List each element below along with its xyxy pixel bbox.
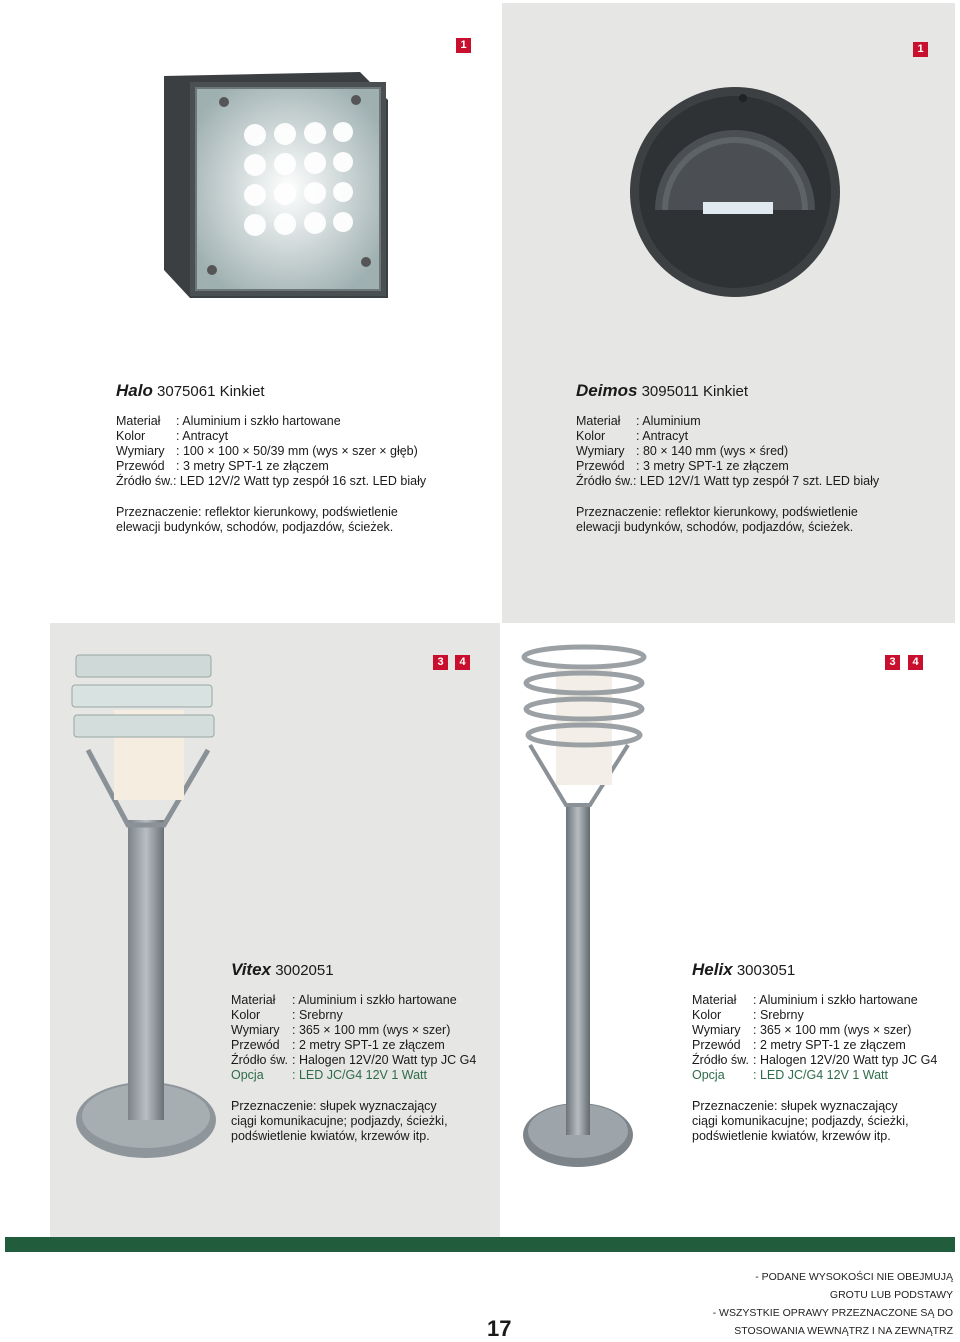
spec-label: Materiał	[116, 414, 161, 428]
spec-label: Materiał	[231, 993, 276, 1007]
vitex-name: Vitex	[231, 960, 272, 979]
spec-label: Źródło św.	[231, 1053, 288, 1067]
purpose-line: elewacji budynków, schodów, podjazdów, ścieżek.	[116, 520, 394, 534]
spec-value: : Srebrny	[753, 1008, 804, 1022]
deimos-specs	[576, 414, 879, 489]
spec-label: Źródło św.	[692, 1053, 749, 1067]
deimos-name: Deimos	[576, 381, 638, 400]
spec-row	[231, 1038, 476, 1053]
spec-value: : Halogen 12V/20 Watt typ JC G4	[753, 1053, 938, 1067]
spec-row	[231, 993, 476, 1008]
spec-row	[692, 1053, 937, 1068]
deimos-purpose	[576, 505, 858, 535]
halo-name: Halo	[116, 381, 153, 400]
spec-label: Wymiary	[231, 1023, 280, 1037]
note-line: - PODANE WYSOKOŚCI NIE OBEJMUJĄ	[755, 1271, 953, 1283]
spec-row	[116, 429, 426, 444]
spec-row	[692, 993, 937, 1008]
spec-row	[576, 444, 879, 459]
spec-label: Materiał	[576, 414, 621, 428]
spec-label: Źródło św.	[576, 474, 633, 488]
purpose-line: ciągi komunikacujne; podjazdy, ścieżki,	[692, 1114, 909, 1128]
vitex-title	[231, 961, 334, 980]
spec-label: Przewód	[231, 1038, 280, 1052]
spec-label: Wymiary	[576, 444, 625, 458]
spec-row	[692, 1038, 937, 1053]
spec-value: : 80 × 140 mm (wys × śred)	[636, 444, 789, 458]
note-line: - WSZYSTKIE OPRAWY PRZEZNACZONE SĄ DO	[712, 1307, 953, 1319]
spec-value: : Aluminium i szkło hartowane	[753, 993, 918, 1007]
spec-value: : Antracyt	[636, 429, 689, 443]
spec-value: : Aluminium	[636, 414, 701, 428]
spec-label: Kolor	[231, 1008, 261, 1022]
spec-label: Materiał	[692, 993, 737, 1007]
spec-value: : Halogen 12V/20 Watt typ JC G4	[292, 1053, 477, 1067]
spec-value: : Antracyt	[176, 429, 229, 443]
vitex-code: 3002051	[275, 962, 334, 979]
spec-row	[116, 414, 426, 429]
purpose-line: elewacji budynków, schodów, podjazdów, ścieżek.	[576, 520, 854, 534]
purpose-line: Przeznaczenie: reflektor kierunkowy, podświetlenie	[576, 505, 858, 519]
spec-row	[231, 1053, 476, 1068]
spec-value: : 2 metry SPT-1 ze złączem	[753, 1038, 906, 1052]
spec-label: Kolor	[576, 429, 606, 443]
spec-label: Wymiary	[692, 1023, 741, 1037]
vitex-purpose	[231, 1099, 448, 1144]
halo-specs	[116, 414, 426, 489]
spec-row-option	[692, 1068, 937, 1083]
spec-row	[116, 474, 426, 489]
badge-deimos-1: 1	[913, 42, 928, 57]
badge-vitex-3: 3	[433, 655, 448, 670]
spec-label: Przewód	[692, 1038, 741, 1052]
helix-specs	[692, 993, 937, 1083]
halo-purpose	[116, 505, 398, 535]
deimos-title	[576, 382, 748, 401]
badge-halo-1: 1	[456, 38, 471, 53]
spec-label: Przewód	[116, 459, 165, 473]
spec-value: : 100 × 100 × 50/39 mm (wys × szer × głęb)	[176, 444, 418, 458]
spec-value: : Srebrny	[292, 1008, 343, 1022]
spec-value: : Aluminium i szkło hartowane	[292, 993, 457, 1007]
spec-value: : Aluminium i szkło hartowane	[176, 414, 341, 428]
badge-helix-4: 4	[908, 655, 923, 670]
helix-title	[692, 961, 795, 980]
spec-row-option	[231, 1068, 476, 1083]
purpose-line: ciągi komunikacujne; podjazdy, ścieżki,	[231, 1114, 448, 1128]
spec-row	[231, 1023, 476, 1038]
badge-vitex-4: 4	[455, 655, 470, 670]
purpose-line: podświetlenie kwiatów, krzewów itp.	[231, 1129, 430, 1143]
spec-label: Źródło św.	[116, 474, 173, 488]
halo-lamp-image	[160, 70, 392, 300]
deimos-lamp-image	[625, 82, 845, 302]
helix-lamp-image	[518, 635, 668, 1195]
halo-title	[116, 382, 265, 401]
spec-row	[692, 1023, 937, 1038]
spec-row	[576, 414, 879, 429]
helix-purpose	[692, 1099, 909, 1144]
vitex-specs	[231, 993, 476, 1083]
spec-row	[116, 459, 426, 474]
spec-row	[231, 1008, 476, 1023]
deimos-code: 3095011 Kinkiet	[641, 383, 749, 400]
note-line: STOSOWANIA WEWNĄTRZ I NA ZEWNĄTRZ	[734, 1325, 953, 1337]
note-line: GROTU LUB PODSTAWY	[829, 1289, 953, 1301]
spec-value: : 3 metry SPT-1 ze złączem	[176, 459, 329, 473]
spec-label: Wymiary	[116, 444, 165, 458]
helix-code: 3003051	[736, 962, 796, 979]
spec-label: Opcja	[692, 1068, 725, 1082]
spec-row	[116, 444, 426, 459]
spec-value: : 2 metry SPT-1 ze złączem	[292, 1038, 445, 1052]
spec-row	[576, 429, 879, 444]
footer-notes	[713, 1268, 953, 1340]
halo-code: 3075061 Kinkiet	[157, 383, 265, 400]
spec-row	[576, 474, 879, 489]
spec-label: Kolor	[692, 1008, 722, 1022]
spec-row	[576, 459, 879, 474]
spec-value: : LED 12V/1 Watt typ zespół 7 szt. LED biały	[632, 474, 880, 488]
spec-value: : LED JC/G4 12V 1 Watt	[753, 1068, 889, 1082]
spec-label: Kolor	[116, 429, 146, 443]
purpose-line: Przeznaczenie: słupek wyznaczający	[231, 1099, 437, 1113]
spec-label: Opcja	[231, 1068, 264, 1082]
purpose-line: Przeznaczenie: reflektor kierunkowy, podświetlenie	[116, 505, 398, 519]
purpose-line: Przeznaczenie: słupek wyznaczający	[692, 1099, 898, 1113]
spec-value: : LED 12V/2 Watt typ zespół 16 szt. LED biały	[172, 474, 427, 488]
page-number: 17	[487, 1316, 512, 1341]
purpose-line: podświetlenie kwiatów, krzewów itp.	[692, 1129, 891, 1143]
spec-label: Przewód	[576, 459, 625, 473]
spec-row	[692, 1008, 937, 1023]
footer-green-bar	[5, 1237, 955, 1252]
spec-value: : 3 metry SPT-1 ze złączem	[636, 459, 789, 473]
spec-value: : 365 × 100 mm (wys × szer)	[753, 1023, 912, 1037]
helix-name: Helix	[692, 960, 733, 979]
spec-value: : LED JC/G4 12V 1 Watt	[292, 1068, 428, 1082]
spec-value: : 365 × 100 mm (wys × szer)	[292, 1023, 451, 1037]
badge-helix-3: 3	[885, 655, 900, 670]
